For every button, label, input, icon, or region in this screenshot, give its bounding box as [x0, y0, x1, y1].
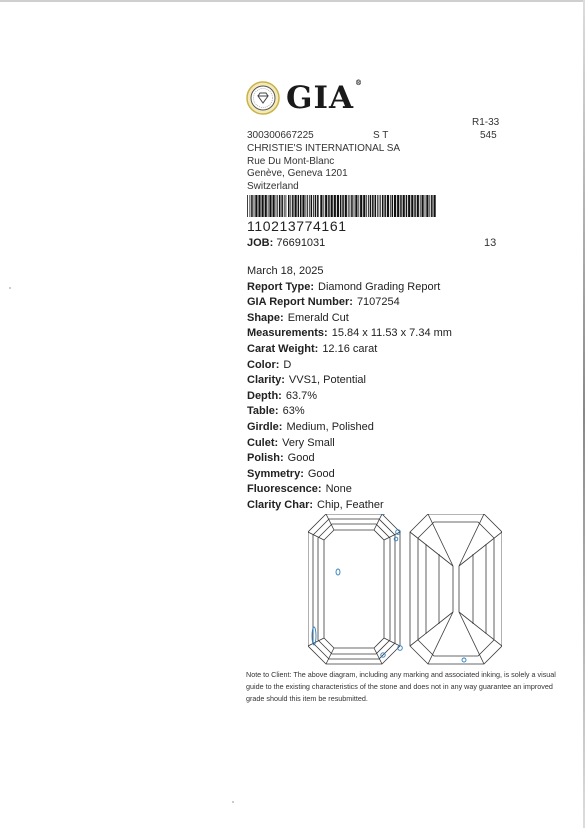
detail-label: Clarity:: [247, 374, 285, 387]
detail-row: [247, 389, 452, 405]
page-edge-top: [0, 0, 585, 2]
detail-value: VVS1, Potential: [288, 374, 366, 387]
detail-label: Polish:: [247, 452, 284, 465]
client-address-block: [247, 130, 400, 194]
ref-number: 545: [480, 130, 497, 141]
detail-label: Fluorescence:: [247, 483, 322, 496]
note-to-client: Note to Client: The above diagram, including any marking and associated inking, is solely a visual guide to the existing characteristics of the stone and does not in any way guarantee an improved grade should this item be resubmitted.: [246, 670, 556, 703]
detail-value: Emerald Cut: [287, 311, 349, 324]
detail-value: None: [325, 483, 352, 496]
pavilion-view: [410, 514, 502, 664]
detail-row: [247, 436, 452, 452]
detail-value: 15.84 x 11.53 x 7.34 mm: [331, 327, 452, 340]
detail-value: 63%: [282, 405, 305, 418]
account-number: 300300667225: [247, 130, 314, 141]
detail-label: Report Type:: [247, 280, 315, 293]
scan-speck: [232, 801, 234, 803]
detail-label: Shape:: [247, 311, 284, 324]
detail-row: [247, 326, 452, 342]
client-company: CHRISTIE'S INTERNATIONAL SA: [247, 142, 401, 154]
detail-value: Medium, Polished: [286, 420, 374, 433]
detail-label: Culet:: [247, 436, 279, 449]
detail-label: GIA Report Number:: [247, 296, 353, 309]
detail-row: [247, 498, 452, 514]
gia-wordmark: GIA®: [286, 78, 364, 116]
job-number: 76691031: [276, 237, 326, 249]
report-date: March 18, 2025: [247, 265, 324, 277]
client-street: Rue Du Mont-Blanc: [247, 155, 335, 167]
detail-value: Diamond Grading Report: [318, 280, 441, 293]
detail-label: Measurements:: [247, 327, 328, 340]
detail-value: 12.16 carat: [322, 342, 378, 355]
detail-label: Girdle:: [247, 420, 283, 433]
emerald-cut-plot-icon: [308, 514, 502, 666]
detail-value: D: [283, 358, 292, 371]
detail-row: [247, 451, 452, 467]
detail-value: Very Small: [282, 436, 335, 449]
job-label: JOB:: [247, 237, 274, 249]
detail-row: [247, 404, 452, 420]
detail-row: [247, 280, 452, 296]
detail-row: [247, 373, 452, 389]
detail-row: [247, 420, 452, 436]
client-country: Switzerland: [247, 181, 299, 193]
job-line: [247, 237, 325, 249]
detail-row: [247, 311, 452, 327]
detail-label: Color:: [247, 358, 280, 371]
detail-value: Chip, Feather: [317, 498, 384, 511]
detail-row: [247, 295, 452, 311]
detail-row: [247, 342, 452, 358]
crown-view: [308, 514, 400, 664]
detail-value: Good: [287, 452, 315, 465]
account-flag: S T: [373, 130, 389, 141]
ref-code: R1-33: [472, 117, 500, 128]
grading-details: [247, 264, 452, 514]
item-count: 13: [484, 237, 497, 249]
detail-label: Depth:: [247, 389, 282, 402]
detail-label: Carat Weight:: [247, 342, 319, 355]
detail-row: [247, 358, 452, 374]
detail-value: 63.7%: [285, 389, 318, 402]
detail-label: Clarity Char:: [247, 498, 314, 511]
inclusion-marks: [312, 514, 466, 662]
detail-label: Table:: [247, 405, 279, 418]
client-city: Genève, Geneva 1201: [247, 168, 348, 180]
barcode-number: 110213774161: [247, 218, 347, 234]
gia-logo: [246, 80, 363, 116]
detail-row: [247, 482, 452, 498]
barcode-icon: [247, 195, 437, 217]
detail-value: 7107254: [356, 296, 400, 309]
gia-seal-icon: [246, 81, 280, 115]
scan-speck: [9, 287, 11, 289]
detail-label: Symmetry:: [247, 467, 304, 480]
detail-value: Good: [307, 467, 335, 480]
detail-row: [247, 467, 452, 483]
